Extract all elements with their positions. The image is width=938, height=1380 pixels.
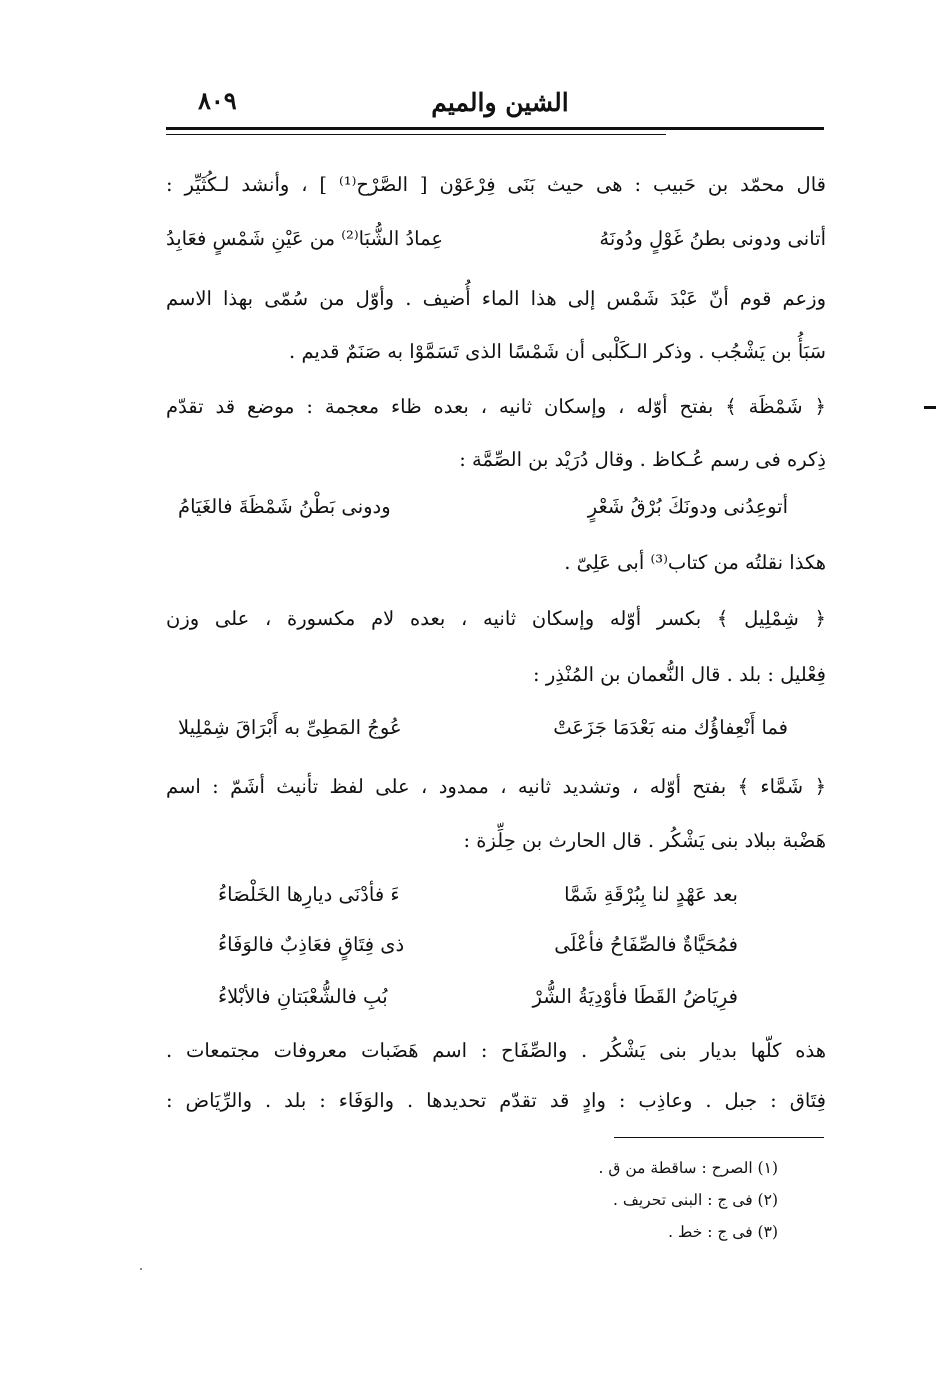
entry-line: ﴿ شَمَّاء ﴾ بفتح أوّله ، وتشديد ثانيه ، ممدود ، على لفظ تأنيث أشَمّ : اسم — [166, 775, 826, 798]
footnote: (١) الصرح : ساقطة من ق . — [598, 1159, 778, 1177]
footnote: (٢) فى ج : البنى تحريف . — [612, 1191, 778, 1209]
header-rule-thick — [166, 127, 824, 130]
verse-first-hemistich: فرِيَاضُ القَطَا فأوْدِيَةُ الشُّرْ — [532, 985, 738, 1008]
verse-first-hemistich: بعد عَهْدٍ لنا بِبُرْقَةِ شَمَّا — [564, 883, 738, 906]
text-line: ذِكره فى رسم عُـكاظ . وقال دُرَيْد بن الصِّمَّة : — [459, 448, 826, 471]
verse-line — [218, 982, 738, 1012]
verse-line — [218, 930, 738, 960]
verse-second-hemistich: عُوجُ المَطِىِّ به أَبْرَاقَ شِمْلِيلا — [178, 716, 402, 739]
text-line: فِعْليل : بلد . قال النُّعمان بن المُنْذِر : — [533, 663, 826, 686]
text-line: وزعم قوم أنّ عَبْدَ شَمْس إلى هذا الماء أُضيف . وأوّل من سُمّى بهذا الاسم — [166, 287, 826, 310]
margin-mark — [924, 406, 936, 409]
text-line: هَضْبة ببلاد بنى يَشْكُر . قال الحارث بن حِلِّزة : — [463, 829, 826, 852]
page-number: ٨٠٩ — [198, 86, 237, 115]
verse-second-hemistich: ءَ فأدْنَى ديارِها الخَلْصَاءُ — [218, 883, 400, 906]
verse-first-hemistich: فمُحَيَّاةٌ فالصِّفَاحُ فأعْلَى — [554, 933, 738, 956]
verse-second-hemistich: ودونى بَطْنُ شَمْظَةَ فالغَيَامُ — [178, 495, 391, 518]
verse-line — [218, 880, 738, 910]
verse-first-hemistich: أتانى ودونى بطنُ غَوْلٍ ودُونَهُ — [599, 227, 826, 250]
verse-second-hemistich: بُبِ فالشُّعْبَتانِ فالأبْلاءُ — [218, 985, 388, 1008]
text-line: قال محمّد بن حَبيب : هى حيث بَنَى فِرْعَوْن [ الصَّرْح⁽¹⁾ ] ، وأنشد لـكُثَيِّر : — [166, 173, 826, 196]
running-header-title: الشين والميم — [431, 88, 569, 117]
verse-second-hemistich: ذى فِتَاقٍ فعَاذِبٌ فالوَفَاءُ — [218, 933, 405, 956]
verse-first-hemistich: أتوعِدُنى ودونَكَ بُرْقُ شَعْرٍ — [587, 495, 788, 518]
verse-line — [178, 713, 788, 743]
header-rule-thin — [166, 134, 666, 135]
entry-line: ﴿ شَمْظَة ﴾ بفتح أوّله ، وإسكان ثانيه ، بعده ظاء معجمة : موضع قد تقدّم — [166, 395, 826, 418]
footnote-rule — [614, 1137, 824, 1138]
scan-speck — [140, 1268, 142, 1270]
text-line: فِتَاق : جبل . وعاذِب : وادٍ قد تقدّم تحديدها . والوَفَاء : بلد . والرِّيَاض : — [166, 1089, 826, 1112]
text-line: هذه كلّها بديار بنى يَشْكُر . والصِّفَاح : اسم هَضَبات معروفات مجتمعات . — [166, 1039, 826, 1062]
footnote: (٣) فى ج : خط . — [668, 1223, 778, 1241]
text-line: هكذا نقلتُه من كتاب⁽³⁾ أبى عَلِىّ . — [564, 551, 826, 574]
verse-second-hemistich: عِمادُ الشُّبَا⁽²⁾ من عَيْنِ شَمْسٍ فعَابِدُ — [166, 227, 443, 250]
verse-line — [178, 492, 788, 522]
verse-line — [166, 224, 826, 254]
verse-first-hemistich: فما أَنْعِفاؤُك منه بَعْدَمَا جَزَعَتْ — [553, 716, 788, 739]
entry-line: ﴿ شِمْلِيل ﴾ بكسر أوّله وإسكان ثانيه ، بعده لام مكسورة ، على وزن — [166, 607, 826, 630]
text-line: سَبَأُ بن يَشْجُب . وذكر الـكَلْبى أن شَمْسًا الذى تَسَمَّوْا به صَنَمٌ قديم . — [289, 340, 826, 363]
